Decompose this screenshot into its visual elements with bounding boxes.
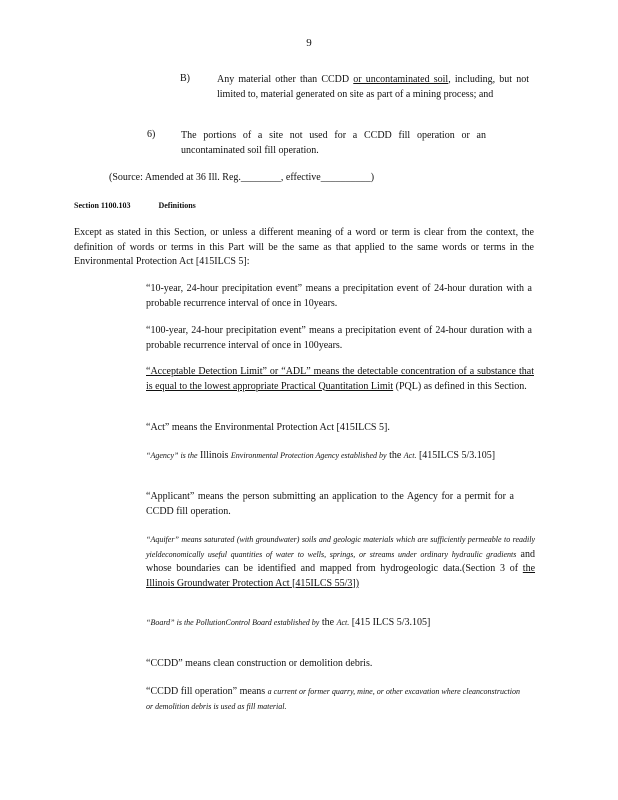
definition-aquifer-cite-pre: (Section 3 of [461,563,523,574]
definition-aquifer-italic: “Aquifer” means saturated (with groundwater) soils and geologic materials which are sufficiently permeable to readily yieldeconomically useful quantities of water to wells, springs, or streams under ordinary hydraulic gradients [146,535,535,559]
item-b-text-pre: Any material other than CCDD [217,74,354,85]
definition-agency-italic-1: “Agency” is the [146,451,198,460]
definition-100-year: “100-year, 24-hour precipitation event” means a precipitation event of 24-hour duration with a probable recurrence interval of once in 100years. [146,325,532,351]
definition-adl-underlined: “Acceptable Detection Limit” or “ADL” means the detectable concentration of a substance that is equal to the lowest appropriate Practical Quantitation Limit [146,366,534,392]
definition-ccdd: “CCDD” means clean construction or demolition debris. [146,658,373,669]
definition-board-italic-1: “Board” is the PollutionControl Board established by [146,618,320,627]
section-number: Section 1100.103 [74,201,131,210]
page-number: 9 [306,37,312,49]
item-6-text: The portions of a site not used for a CCDD fill operation or an uncontaminated soil fill operation. [181,130,486,156]
definition-aquifer [146,533,535,591]
item-label-6: 6) [147,129,156,140]
definition-10-year: “10-year, 24-hour precipitation event” means a precipitation event of 24-hour duration with a probable recurrence interval of once in 10years. [146,283,532,309]
definition-aquifer-cite-underlined: the Illinois Groundwater Protection Act [415ILCS 55/3]) [146,563,536,589]
section-title: Definitions [158,201,196,210]
definition-agency-italic-3: Act. [403,451,417,460]
intro-paragraph: Except as stated in this Section, or unless a different meaning of a word or term is clear from the context, the definition of words or terms in this Part will be the same as that applied to the same words or terms in the Environmental Protection Act [415ILCS 5]: [74,227,534,267]
source-note: (Source: Amended at 36 Ill. Reg.________, effective__________) [109,172,375,183]
definition-board-normal-1: the [321,617,335,628]
item-label-b: B) [180,73,190,84]
definition-agency-normal-1: Illinois [200,450,229,461]
definition-ccdd-fill-normal: “CCDD fill operation” means [146,686,266,697]
definition-board [146,616,491,631]
definition-adl [146,365,534,394]
definition-board-cite: [415 ILCS 5/3.105] [351,617,431,628]
definition-agency-italic-2: Environmental Protection Agency established by [230,451,387,460]
item-b-text-post: , including, but not limited to, material generated on site as part of a mining process; and [217,74,529,100]
item-b-text [217,73,529,102]
definition-ccdd-fill-italic: a current or former quarry, mine, or other excavation where cleanconstruction or demolition debris is used as fill material. [146,687,520,711]
section-heading [74,201,224,210]
definition-applicant: “Applicant” means the person submitting an application to the Agency for a permit for a CCDD fill operation. [146,491,514,517]
item-b-text-underlined: or uncontaminated soil [353,74,449,85]
definition-agency [146,449,530,464]
definition-agency-normal-2: the [389,450,402,461]
definition-agency-cite: [415ILCS 5/3.105] [418,450,496,461]
definition-aquifer-normal: and whose boundaries can be identified and mapped from hydrogeologic data. [146,548,535,574]
definition-act: “Act” means the Environmental Protection Act [415ILCS 5]. [146,422,390,433]
definition-ccdd-fill-operation [146,685,520,714]
definition-board-italic-2: Act. [336,618,350,627]
definition-adl-rest: (PQL) as defined in this Section. [395,380,527,392]
